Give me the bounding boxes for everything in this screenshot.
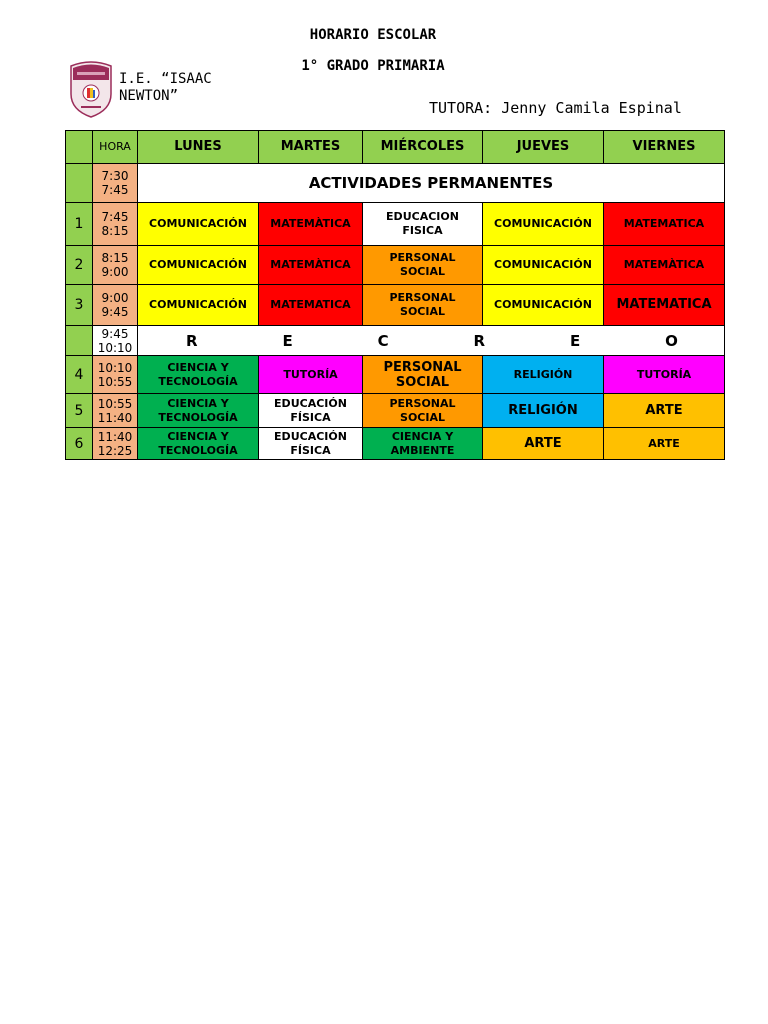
school-crest-icon bbox=[67, 60, 115, 118]
recess-letter: C bbox=[377, 331, 389, 350]
subject-line: SOCIAL bbox=[400, 265, 445, 278]
time-cell bbox=[93, 394, 138, 428]
time-cell bbox=[93, 356, 138, 394]
subject-cell bbox=[138, 428, 259, 460]
time-end: 9:45 bbox=[101, 305, 129, 319]
subject-cell: MATEMÀTICA bbox=[604, 246, 725, 285]
recess-row bbox=[66, 326, 725, 356]
header-miercoles: MIÉRCOLES bbox=[363, 131, 483, 164]
subject-line: AMBIENTE bbox=[390, 443, 455, 457]
header-martes: MARTES bbox=[259, 131, 363, 164]
subject-line: CIENCIA Y bbox=[391, 429, 454, 443]
time-cell bbox=[93, 164, 138, 203]
table-row bbox=[66, 246, 725, 285]
header-jueves: JUEVES bbox=[483, 131, 604, 164]
time-cell bbox=[93, 285, 138, 326]
page-title: HORARIO ESCOLAR bbox=[309, 27, 437, 43]
subject-cell bbox=[259, 428, 363, 460]
time-end: 10:10 bbox=[97, 340, 133, 355]
subject-cell: ARTE bbox=[483, 428, 604, 460]
subject-line: SOCIAL bbox=[400, 305, 445, 318]
subject-cell: RELIGIÓN bbox=[483, 356, 604, 394]
time-start: 9:00 bbox=[101, 291, 129, 305]
corner-cell bbox=[66, 131, 93, 164]
subject-line: TECNOLOGÍA bbox=[158, 443, 238, 457]
time-cell bbox=[93, 326, 138, 356]
recess-letter: E bbox=[570, 331, 581, 350]
subject-cell: RELIGIÓN bbox=[483, 394, 604, 428]
subject-cell: COMUNICACIÓN bbox=[483, 246, 604, 285]
period-number: 6 bbox=[66, 428, 93, 460]
time-start: 9:45 bbox=[101, 326, 129, 341]
time-end: 11:40 bbox=[97, 410, 133, 425]
time-start: 11:40 bbox=[97, 429, 133, 444]
time-start: 8:15 bbox=[101, 251, 129, 265]
school-name-line2: NEWTON” bbox=[119, 88, 179, 104]
subject-cell: ARTE bbox=[604, 394, 725, 428]
period-number bbox=[66, 326, 93, 356]
time-start: 7:30 bbox=[101, 169, 129, 183]
header-lunes: LUNES bbox=[138, 131, 259, 164]
subject-line: PERSONAL bbox=[383, 359, 462, 375]
subject-cell: MATEMATICA bbox=[604, 285, 725, 326]
table-row bbox=[66, 428, 725, 460]
subject-cell: ARTE bbox=[604, 428, 725, 460]
subject-line: CIENCIA Y bbox=[167, 429, 229, 443]
header-viernes: VIERNES bbox=[604, 131, 725, 164]
subject-line: CIENCIA Y bbox=[167, 360, 229, 374]
subject-line: EDUCACIÓN bbox=[274, 429, 347, 443]
recess-letter: R bbox=[473, 331, 486, 350]
subject-cell: COMUNICACIÓN bbox=[483, 285, 604, 326]
subject-line: SOCIAL bbox=[395, 374, 450, 390]
school-name bbox=[119, 71, 259, 105]
subject-cell bbox=[363, 285, 483, 326]
subject-line: PERSONAL bbox=[389, 251, 456, 264]
recess-cell bbox=[138, 326, 725, 356]
subject-cell: MATEMÀTICA bbox=[259, 246, 363, 285]
time-start: 10:10 bbox=[97, 360, 133, 375]
subject-line: FISICA bbox=[402, 224, 443, 237]
recess-letter: R bbox=[186, 331, 198, 350]
table-row bbox=[66, 164, 725, 203]
subject-line: EDUCACIÓN bbox=[274, 396, 347, 410]
subject-line: SOCIAL bbox=[400, 410, 445, 424]
school-name-line1: I.E. “ISAAC bbox=[119, 71, 212, 87]
table-row bbox=[66, 203, 725, 246]
subject-cell: COMUNICACIÓN bbox=[138, 203, 259, 246]
subject-cell: MATEMATICA bbox=[259, 285, 363, 326]
period-number: 2 bbox=[66, 246, 93, 285]
subject-cell bbox=[363, 356, 483, 394]
recess-letter: E bbox=[282, 331, 293, 350]
period-number: 1 bbox=[66, 203, 93, 246]
subject-line: FÍSICA bbox=[290, 443, 331, 457]
subject-cell bbox=[363, 246, 483, 285]
time-end: 7:45 bbox=[101, 183, 129, 197]
table-row bbox=[66, 394, 725, 428]
subject-cell bbox=[363, 428, 483, 460]
subject-cell: COMUNICACIÓN bbox=[138, 246, 259, 285]
period-number: 5 bbox=[66, 394, 93, 428]
time-end: 8:15 bbox=[101, 224, 129, 238]
subject-cell bbox=[259, 394, 363, 428]
subject-cell: TUTORÍA bbox=[259, 356, 363, 394]
tutor-name: TUTORA: Jenny Camila Espinal bbox=[429, 99, 682, 117]
time-end: 9:00 bbox=[101, 265, 129, 279]
table-row bbox=[66, 356, 725, 394]
schedule-table bbox=[65, 130, 725, 460]
subject-cell bbox=[363, 394, 483, 428]
page-subtitle: 1° GRADO PRIMARIA bbox=[301, 58, 445, 74]
subject-cell: MATEMATICA bbox=[604, 203, 725, 246]
subject-cell bbox=[138, 394, 259, 428]
subject-line: TECNOLOGÍA bbox=[158, 374, 238, 388]
time-start: 10:55 bbox=[97, 396, 133, 411]
time-cell bbox=[93, 246, 138, 285]
period-number: 3 bbox=[66, 285, 93, 326]
time-cell bbox=[93, 203, 138, 246]
subject-cell: TUTORÍA bbox=[604, 356, 725, 394]
time-start: 7:45 bbox=[101, 210, 129, 224]
subject-cell: COMUNICACIÓN bbox=[483, 203, 604, 246]
permanent-activities-cell: ACTIVIDADES PERMANENTES bbox=[138, 164, 725, 203]
subject-cell bbox=[363, 203, 483, 246]
subject-cell: COMUNICACIÓN bbox=[138, 285, 259, 326]
subject-cell bbox=[138, 356, 259, 394]
time-end: 10:55 bbox=[97, 374, 133, 389]
subject-line: CIENCIA Y bbox=[167, 396, 229, 410]
subject-line: FÍSICA bbox=[290, 410, 331, 424]
time-end: 12:25 bbox=[97, 443, 133, 458]
period-number: 4 bbox=[66, 356, 93, 394]
header-hora: HORA bbox=[93, 131, 138, 164]
subject-line: TECNOLOGÍA bbox=[158, 410, 238, 424]
subject-line: PERSONAL bbox=[389, 291, 456, 304]
period-number bbox=[66, 164, 93, 203]
subject-line: EDUCACION bbox=[386, 210, 459, 223]
time-cell bbox=[93, 428, 138, 460]
recess-letter: O bbox=[665, 331, 678, 350]
subject-cell: MATEMÀTICA bbox=[259, 203, 363, 246]
table-header-row bbox=[66, 131, 725, 164]
table-row bbox=[66, 285, 725, 326]
subject-line: PERSONAL bbox=[389, 396, 456, 410]
